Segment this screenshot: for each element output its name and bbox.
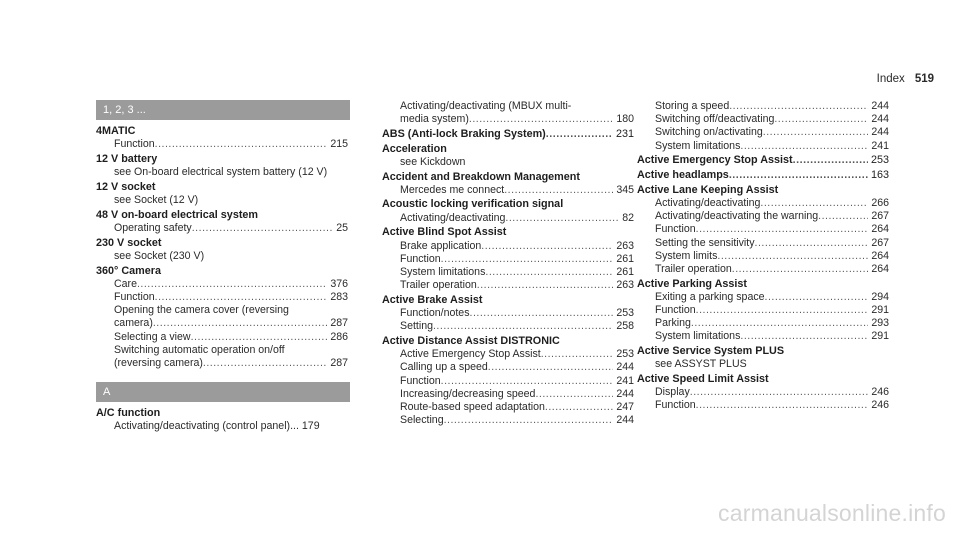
index-term: Active Lane Keeping Assist bbox=[637, 183, 779, 196]
dot-leader bbox=[765, 291, 869, 304]
dot-leader bbox=[153, 317, 327, 330]
watermark: carmanualsonline.info bbox=[718, 500, 946, 526]
entry-label: Selecting bbox=[400, 414, 444, 427]
index-entry[interactable] bbox=[382, 266, 634, 279]
index-entry[interactable] bbox=[637, 304, 889, 317]
index-entry[interactable] bbox=[637, 263, 889, 276]
dot-leader bbox=[444, 414, 614, 427]
entry-label: Active headlamps bbox=[637, 169, 729, 182]
index-entry[interactable] bbox=[637, 330, 889, 343]
dot-leader bbox=[191, 331, 328, 344]
index-term-entry[interactable] bbox=[637, 154, 889, 167]
index-entry[interactable] bbox=[637, 291, 889, 304]
index-entry[interactable] bbox=[382, 279, 634, 292]
entry-page: 246 bbox=[871, 399, 889, 412]
index-entry[interactable] bbox=[382, 361, 634, 374]
dot-leader bbox=[690, 386, 869, 399]
entry-label: Setting bbox=[400, 320, 433, 333]
entry-label: Parking bbox=[655, 317, 691, 330]
entry-label: Function bbox=[400, 374, 441, 387]
index-entry[interactable] bbox=[382, 113, 634, 126]
index-column-2 bbox=[382, 100, 634, 427]
index-term: Active Blind Spot Assist bbox=[382, 226, 507, 239]
index-term: Acceleration bbox=[382, 142, 447, 155]
index-term: 4MATIC bbox=[96, 125, 136, 137]
index-entry[interactable] bbox=[96, 138, 348, 151]
index-term: Active Speed Limit Assist bbox=[637, 373, 769, 386]
dot-leader bbox=[696, 223, 869, 236]
entry-page: 246 bbox=[871, 386, 889, 399]
dot-leader bbox=[485, 266, 613, 279]
index-term: Active Parking Assist bbox=[637, 277, 748, 290]
entry-page: 244 bbox=[616, 387, 634, 400]
entry-label: Active Emergency Stop Assist bbox=[400, 348, 541, 361]
dot-leader bbox=[137, 278, 327, 291]
index-entry[interactable] bbox=[637, 113, 889, 126]
entry-label: camera) bbox=[114, 317, 153, 330]
dot-leader bbox=[793, 154, 868, 167]
dot-leader bbox=[155, 291, 328, 304]
entry-page: 253 bbox=[616, 348, 634, 361]
index-term: 12 V socket bbox=[96, 180, 156, 193]
entry-label: Function bbox=[655, 223, 696, 236]
entry-page: 241 bbox=[871, 139, 889, 152]
index-entry[interactable] bbox=[637, 210, 889, 223]
dot-leader bbox=[504, 184, 613, 197]
entry-label: Calling up a speed bbox=[400, 361, 488, 374]
entry-page: 266 bbox=[871, 196, 889, 209]
index-entry[interactable] bbox=[382, 388, 634, 401]
dot-leader bbox=[203, 357, 327, 370]
index-entry[interactable] bbox=[382, 348, 634, 361]
index-term: 12 V battery bbox=[96, 152, 158, 165]
entry-page: 163 bbox=[870, 169, 889, 182]
page-number: 519 bbox=[914, 73, 934, 85]
entry-label: Operating safety bbox=[114, 221, 192, 234]
entry-page: 264 bbox=[871, 262, 889, 275]
index-entry[interactable] bbox=[382, 253, 634, 266]
dot-leader bbox=[541, 348, 614, 361]
dot-leader bbox=[696, 304, 869, 317]
dot-leader bbox=[155, 138, 328, 151]
index-entry[interactable] bbox=[637, 317, 889, 330]
index-entry[interactable] bbox=[637, 237, 889, 250]
entry-label: Activating/deactivating bbox=[400, 211, 506, 224]
entry-page: 283 bbox=[330, 290, 348, 303]
entry-label: (reversing camera) bbox=[114, 356, 203, 369]
entry-label: ABS (Anti-lock Braking System) bbox=[382, 127, 546, 140]
entry-label: Function bbox=[114, 290, 155, 303]
entry-label: System limitations bbox=[655, 139, 741, 152]
entry-page: 291 bbox=[871, 330, 889, 343]
entry-label: System limitations bbox=[400, 265, 486, 278]
entry-page: 179 bbox=[301, 420, 320, 433]
entry-label: media system) bbox=[400, 113, 469, 126]
entry-label: Brake application bbox=[400, 239, 482, 252]
entry-page: 293 bbox=[871, 317, 889, 330]
entry-page: 261 bbox=[616, 252, 634, 265]
entry-label: Care bbox=[114, 277, 137, 290]
entry-page: 25 bbox=[336, 221, 348, 234]
index-entry[interactable] bbox=[382, 375, 634, 388]
entry-page: 244 bbox=[616, 361, 634, 374]
entry-page: 264 bbox=[871, 223, 889, 236]
index-entry[interactable] bbox=[637, 197, 889, 210]
section-header: 1, 2, 3 ... bbox=[96, 100, 350, 120]
entry-page: 263 bbox=[616, 279, 634, 292]
entry-label: System limits bbox=[655, 249, 718, 262]
entry-page: 258 bbox=[616, 320, 634, 333]
index-term: Active Distance Assist DISTRONIC bbox=[382, 334, 560, 347]
entry-label: Function bbox=[400, 252, 441, 265]
entry-page: 267 bbox=[871, 236, 889, 249]
dot-leader bbox=[469, 113, 613, 126]
entry-label: Exiting a parking space bbox=[655, 290, 765, 303]
index-entry[interactable] bbox=[96, 222, 348, 235]
entry-page: 376 bbox=[330, 277, 348, 290]
dot-leader bbox=[192, 222, 333, 235]
entry-label: Trailer operation bbox=[655, 262, 732, 275]
see-reference[interactable]: see Socket (230 V) bbox=[114, 249, 205, 262]
index-entry[interactable] bbox=[96, 420, 348, 433]
dot-leader bbox=[732, 263, 869, 276]
entry-label-line: Opening the camera cover (reversing bbox=[114, 304, 289, 317]
index-entry[interactable] bbox=[96, 291, 348, 304]
section-header: A bbox=[96, 382, 350, 402]
index-entry[interactable] bbox=[96, 278, 348, 291]
dot-leader bbox=[755, 237, 869, 250]
index-term: Acoustic locking verification signal bbox=[382, 198, 564, 211]
index-column-1 bbox=[96, 100, 348, 434]
entry-label: Function bbox=[114, 138, 155, 151]
entry-page: 244 bbox=[871, 113, 889, 126]
entry-label: Switching on/activating bbox=[655, 126, 763, 139]
index-term-entry[interactable] bbox=[637, 169, 889, 182]
dot-leader bbox=[729, 169, 868, 182]
entry-page: 286 bbox=[330, 330, 348, 343]
index-entry[interactable] bbox=[382, 240, 634, 253]
index-entry[interactable] bbox=[382, 414, 634, 427]
header-title: Index bbox=[876, 73, 905, 85]
dot-leader bbox=[717, 250, 868, 263]
entry-page: 287 bbox=[330, 317, 348, 330]
index-entry[interactable] bbox=[382, 307, 634, 320]
entry-page: 82 bbox=[622, 211, 634, 224]
index-term: Active Brake Assist bbox=[382, 293, 483, 306]
entry-label: Switching off/deactivating bbox=[655, 113, 775, 126]
index-term: 360° Camera bbox=[96, 264, 161, 277]
entry-page: 264 bbox=[871, 249, 889, 262]
index-entry[interactable] bbox=[637, 100, 889, 113]
entry-label: Route-based speed adaptation bbox=[400, 400, 545, 413]
entry-page: 247 bbox=[616, 400, 634, 413]
entry-page: 180 bbox=[616, 113, 634, 126]
entry-page: 241 bbox=[616, 374, 634, 387]
dot-leader bbox=[760, 197, 868, 210]
dot-leader bbox=[488, 361, 614, 374]
entry-page: 215 bbox=[330, 138, 348, 151]
entry-label: Activating/deactivating (control panel)... bbox=[114, 420, 299, 433]
index-entry[interactable] bbox=[637, 386, 889, 399]
entry-page: 267 bbox=[871, 210, 889, 223]
index-entry[interactable] bbox=[382, 401, 634, 414]
index-entry[interactable] bbox=[96, 317, 348, 330]
dot-leader bbox=[691, 317, 868, 330]
entry-page: 291 bbox=[871, 304, 889, 317]
dot-leader bbox=[740, 330, 868, 343]
index-entry[interactable] bbox=[637, 223, 889, 236]
entry-page: 253 bbox=[616, 307, 634, 320]
see-reference[interactable]: see On-board electrical system battery (12 V) bbox=[114, 166, 328, 179]
index-entry[interactable] bbox=[382, 184, 634, 197]
entry-page: 231 bbox=[615, 127, 634, 140]
entry-label: Activating/deactivating the warning bbox=[655, 210, 819, 223]
entry-page: 244 bbox=[871, 126, 889, 139]
dot-leader bbox=[477, 279, 614, 292]
dot-leader bbox=[441, 375, 614, 388]
entry-page: 287 bbox=[330, 356, 348, 369]
entry-page: 263 bbox=[616, 239, 634, 252]
dot-leader bbox=[535, 388, 613, 401]
dot-leader bbox=[763, 126, 869, 139]
entry-label: System limitations bbox=[655, 330, 741, 343]
see-reference[interactable]: see Kickdown bbox=[400, 155, 466, 168]
entry-page: 253 bbox=[870, 154, 889, 167]
entry-page: 294 bbox=[871, 290, 889, 303]
dot-leader bbox=[470, 307, 614, 320]
entry-label: Display bbox=[655, 386, 690, 399]
index-entry[interactable] bbox=[637, 399, 889, 412]
index-entry[interactable] bbox=[637, 250, 889, 263]
entry-page: 261 bbox=[616, 265, 634, 278]
index-entry[interactable] bbox=[96, 331, 348, 344]
dot-leader bbox=[545, 401, 613, 414]
dot-leader bbox=[546, 128, 613, 141]
index-term-entry[interactable] bbox=[382, 128, 634, 141]
entry-label-line: Switching automatic operation on/off bbox=[114, 343, 285, 356]
entry-label: Setting the sensitivity bbox=[655, 236, 755, 249]
dot-leader bbox=[729, 100, 868, 113]
entry-label: Storing a speed bbox=[655, 100, 730, 112]
entry-label-line: Activating/deactivating (MBUX multi- bbox=[400, 100, 572, 112]
entry-page: 244 bbox=[871, 100, 889, 112]
entry-label: Mercedes me connect bbox=[400, 183, 505, 196]
dot-leader bbox=[740, 140, 868, 153]
dot-leader bbox=[505, 212, 619, 225]
index-term: Accident and Breakdown Management bbox=[382, 170, 580, 183]
entry-label: Selecting a view bbox=[114, 330, 191, 343]
index-entry[interactable] bbox=[637, 126, 889, 139]
entry-label: Function/notes bbox=[400, 307, 470, 320]
entry-label: Activating/deactivating bbox=[655, 196, 761, 209]
entry-page: 345 bbox=[616, 183, 634, 196]
index-term: 230 V socket bbox=[96, 236, 162, 249]
entry-label: Trailer operation bbox=[400, 279, 477, 292]
entry-label: Function bbox=[655, 304, 696, 317]
dot-leader bbox=[774, 113, 868, 126]
dot-leader bbox=[818, 210, 868, 223]
entry-label: Active Emergency Stop Assist bbox=[637, 154, 793, 167]
dot-leader bbox=[696, 399, 869, 412]
dot-leader bbox=[481, 240, 613, 253]
index-entry[interactable] bbox=[382, 212, 634, 225]
index-term: Active Service System PLUS bbox=[637, 345, 785, 358]
index-column-3 bbox=[637, 100, 889, 413]
entry-label: Function bbox=[655, 399, 696, 412]
entry-page: 244 bbox=[616, 414, 634, 427]
dot-leader bbox=[433, 320, 613, 333]
dot-leader bbox=[441, 253, 614, 266]
index-term: 48 V on-board electrical system bbox=[96, 208, 259, 221]
entry-label: Increasing/decreasing speed bbox=[400, 387, 536, 400]
see-reference[interactable]: see Socket (12 V) bbox=[114, 194, 199, 207]
index-entry[interactable] bbox=[96, 357, 348, 370]
see-reference[interactable]: see ASSYST PLUS bbox=[655, 358, 747, 371]
index-entry[interactable] bbox=[382, 320, 634, 333]
index-entry[interactable] bbox=[637, 140, 889, 153]
index-term: A/C function bbox=[96, 407, 161, 420]
page-header bbox=[877, 73, 934, 85]
